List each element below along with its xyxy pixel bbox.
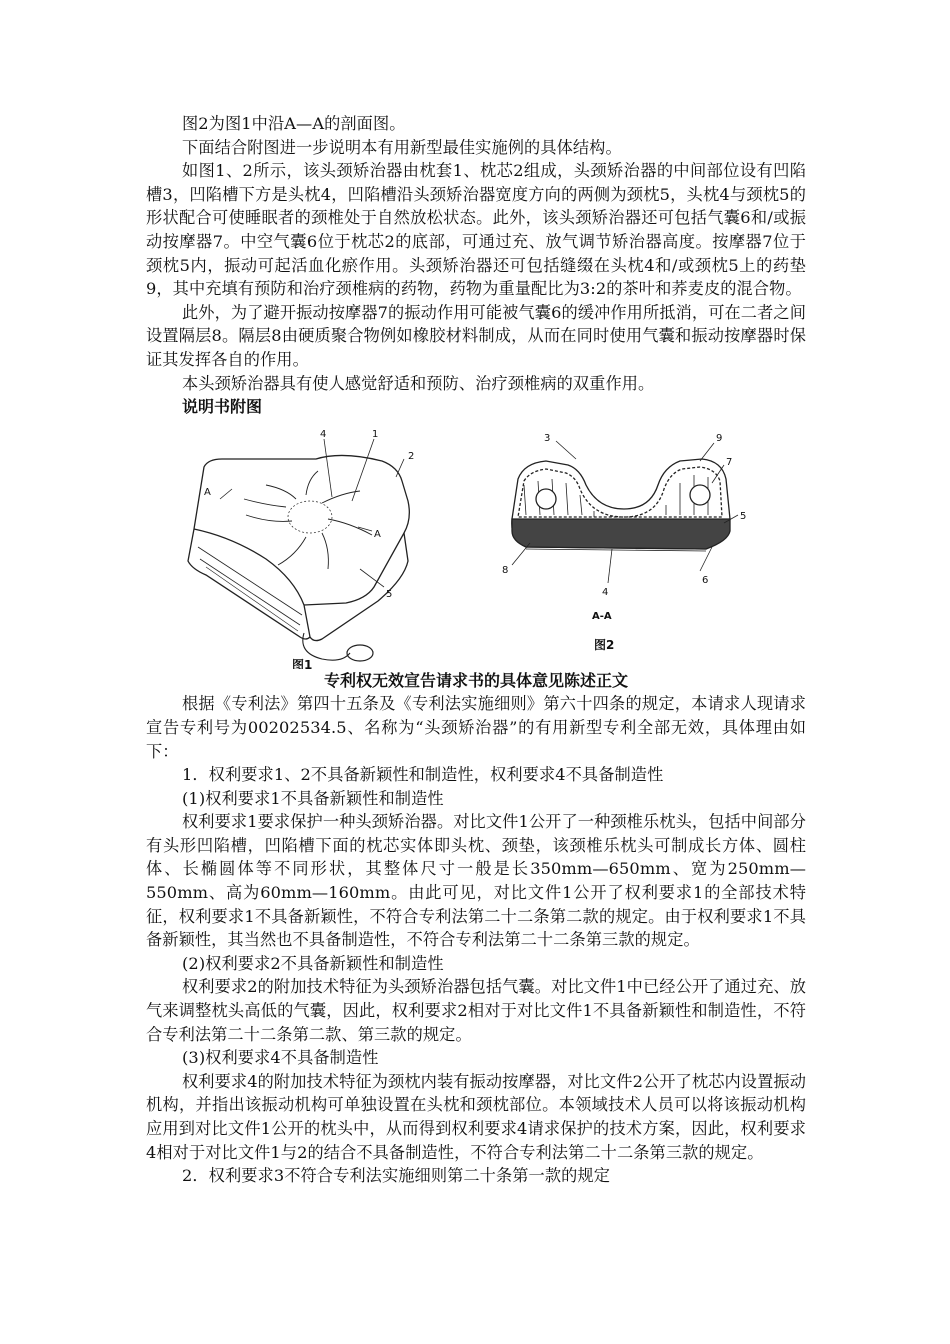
fig2-caption: 图2 [594, 637, 615, 652]
fig2-label-7: 7 [726, 456, 733, 468]
fig1-label-a-left: A [204, 486, 211, 498]
fig2-label-8: 8 [502, 564, 509, 576]
fig2-label-3: 3 [544, 432, 551, 444]
section-title: 专利权无效宣告请求书的具体意见陈述正文 [323, 670, 628, 690]
paragraph: (2)权利要求2不具备新颖性和制造性 [182, 953, 444, 973]
fig1-label-5: 5 [386, 588, 393, 600]
paragraph: (3)权利要求4不具备制造性 [182, 1048, 379, 1068]
figure-2-section [512, 441, 738, 583]
paragraph: 下面结合附图进一步说明本有用新型最佳实施例的具体结构。 [182, 137, 622, 157]
fig2-label-6: 6 [702, 574, 709, 586]
figures-area [146, 419, 806, 669]
paragraph: 权利要求4的附加技术特征为颈枕内装有振动按摩器，对比文件2公开了枕芯内设置振动机构，并指出该振动机构可单独设置在头枕和颈枕部位。本领域技术人员可以将该振动机构应用到对比文件1公开的枕头中，从而得到权利要求4请求保护的技术方案，因此，权利要求4相对于对比文件1与2的结合不具备制造性，不符合专利法第二十二条第三款的规定。 [146, 1071, 806, 1162]
fig1-caption: 图1 [292, 657, 313, 669]
fig2-label-4: 4 [602, 586, 609, 598]
paragraph: 1．权利要求1、2不具备新颖性和制造性，权利要求4不具备制造性 [182, 765, 664, 785]
fig1-label-1: 1 [372, 428, 379, 440]
fig2-label-5: 5 [740, 510, 747, 522]
patent-drawings [146, 419, 806, 669]
figure-1-pillow [188, 439, 409, 661]
paragraph: 本头颈矫治器具有使人感觉舒适和预防、治疗颈椎病的双重作用。 [182, 373, 655, 393]
paragraph: 2．权利要求3不符合专利法实施细则第二十条第一款的规定 [182, 1166, 610, 1186]
fig2-label-9: 9 [716, 432, 723, 444]
fig1-label-a-right: A [374, 528, 381, 540]
paragraph: 此外，为了避开振动按摩器7的振动作用可能被气囊6的缓冲作用所抵消，可在二者之间设置隔层8。隔层8由硬质聚合物例如橡胶材料制成，从而在同时使用气囊和振动按摩器时保证其发挥各自的作用。 [146, 302, 806, 369]
paragraph: 如图1、2所示，该头颈矫治器由枕套1、枕芯2组成，头颈矫治器的中间部位设有凹陷槽3，凹陷槽下方是头枕4，凹陷槽沿头颈矫治器宽度方向的两侧为颈枕5，头枕4与颈枕5的形状配合可使睡眠者的颈椎处于自然放松状态。此外，该头颈矫治器还可包括气囊6和/或振动按摩器7。中空气囊6位于枕芯2的底部，可通过充、放气调节矫治器高度。按摩器7位于颈枕5内，振动可起活血化瘀作用。头颈矫治器还可包括缝缀在头枕4和/或颈枕5上的药垫9，其中充填有预防和治疗颈椎病的药物，药物为重量配比为3:2的茶叶和荞麦皮的混合物。 [146, 161, 806, 299]
document-page [146, 112, 806, 1188]
paragraph: (1)权利要求1不具备新颖性和制造性 [182, 788, 444, 808]
fig1-label-2: 2 [408, 450, 415, 462]
fig1-label-4: 4 [320, 428, 327, 440]
paragraph: 根据《专利法》第四十五条及《专利法实施细则》第六十四条的规定，本请求人现请求宣告专利号为00202534.5、名称为“头颈矫治器”的有用新型专利全部无效，具体理由如下： [146, 694, 806, 761]
paragraph: 权利要求2的附加技术特征为头颈矫治器包括气囊。对比文件1中已经公开了通过充、放气来调整枕头高低的气囊，因此，权利要求2相对于对比文件1不具备新颖性和制造性，不符合专利法第二十二条第二款、第三款的规定。 [146, 977, 806, 1044]
paragraph: 权利要求1要求保护一种头颈矫治器。对比文件1公开了一种颈椎乐枕头，包括中间部分有头形凹陷槽，凹陷槽下面的枕芯实体即头枕、颈垫，该颈椎乐枕头可制成长方体、圆柱体、长椭圆体等不同形状，其整体尺寸一般是长350mm—650mm、宽为250mm—550mm、高为60mm—160mm。由此可见，对比文件1公开了权利要求1的全部技术特征，权利要求1不具备新颖性，不符合专利法第二十二条第二款的规定。由于权利要求1不具备新颖性，其当然也不具备制造性，不符合专利法第二十二条第三款的规定。 [146, 812, 806, 950]
paragraph: 图2为图1中沿A—A的剖面图。 [182, 114, 406, 133]
fig2-section-label: A-A [592, 610, 612, 622]
section-heading: 说明书附图 [182, 397, 263, 417]
